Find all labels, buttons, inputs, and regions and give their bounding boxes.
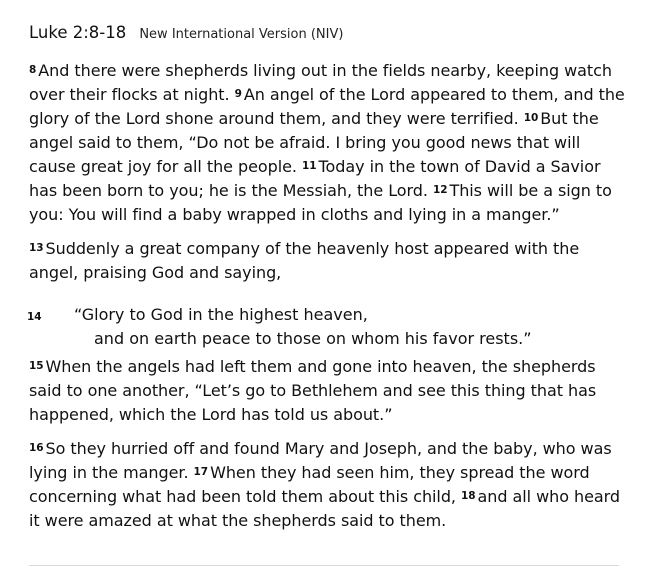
- section-divider: [29, 565, 619, 566]
- verse-text: So they hurried off and found Mary and Joseph, and the baby, who was lying in the manger.: [29, 439, 612, 482]
- verse-number: 11: [302, 160, 317, 172]
- verse-number: 12: [432, 184, 448, 196]
- verse-number: 9: [234, 88, 242, 100]
- paragraph-verse-13: [29, 237, 629, 285]
- verse-number: 10: [523, 112, 539, 124]
- poetry-line: and on earth peace to those on whom his favor rests.”: [94, 329, 532, 348]
- bible-passage: [29, 20, 629, 543]
- verse-number: 16: [29, 442, 44, 454]
- verse-text: And there were shepherds living out in the fields nearby, keeping watch over their flocks at night.: [29, 61, 612, 104]
- verse-number: 14: [27, 311, 42, 323]
- paragraph-verses-8-12: [29, 59, 629, 227]
- paragraph-verse-15: [29, 355, 629, 427]
- poetry-verse-14: [29, 303, 629, 351]
- verse-text: Suddenly a great company of the heavenly host appeared with the angel, praising God and saying,: [29, 239, 580, 282]
- verse-text: Today in the town of David a Savior has been born to you; he is the Messiah, the Lord.: [29, 157, 601, 200]
- passage-reference: Luke 2:8-18: [29, 23, 127, 42]
- verse-text: and all who heard it were amazed at what the shepherds said to them.: [29, 487, 620, 530]
- passage-heading: [29, 20, 629, 48]
- verse-text: When they had seen him, they spread the word concerning what had been told them about this child,: [29, 463, 590, 506]
- verse-text: When the angels had left them and gone into heaven, the shepherds said to one another, “Let’s go to Bethlehem and see this thing that has happened, which the Lord has told us about.”: [29, 357, 597, 424]
- verse-number: 13: [29, 242, 44, 254]
- verse-text: This will be a sign to you: You will find a baby wrapped in cloths and lying in a manger.”: [29, 181, 612, 224]
- verse-number: 15: [29, 360, 44, 372]
- verse-number: 8: [29, 64, 37, 76]
- paragraph-verses-16-18: [29, 437, 629, 533]
- verse-text: An angel of the Lord appeared to them, and the glory of the Lord shone around them, and they were terrified.: [29, 85, 625, 128]
- poetry-line: “Glory to God in the highest heaven,: [74, 305, 368, 324]
- verse-number: 17: [193, 466, 209, 478]
- bible-version: New International Version (NIV): [139, 27, 344, 42]
- verse-number: 18: [461, 490, 476, 502]
- verse-text: But the angel said to them, “Do not be afraid. I bring you good news that will cause great joy for all the people.: [29, 109, 599, 176]
